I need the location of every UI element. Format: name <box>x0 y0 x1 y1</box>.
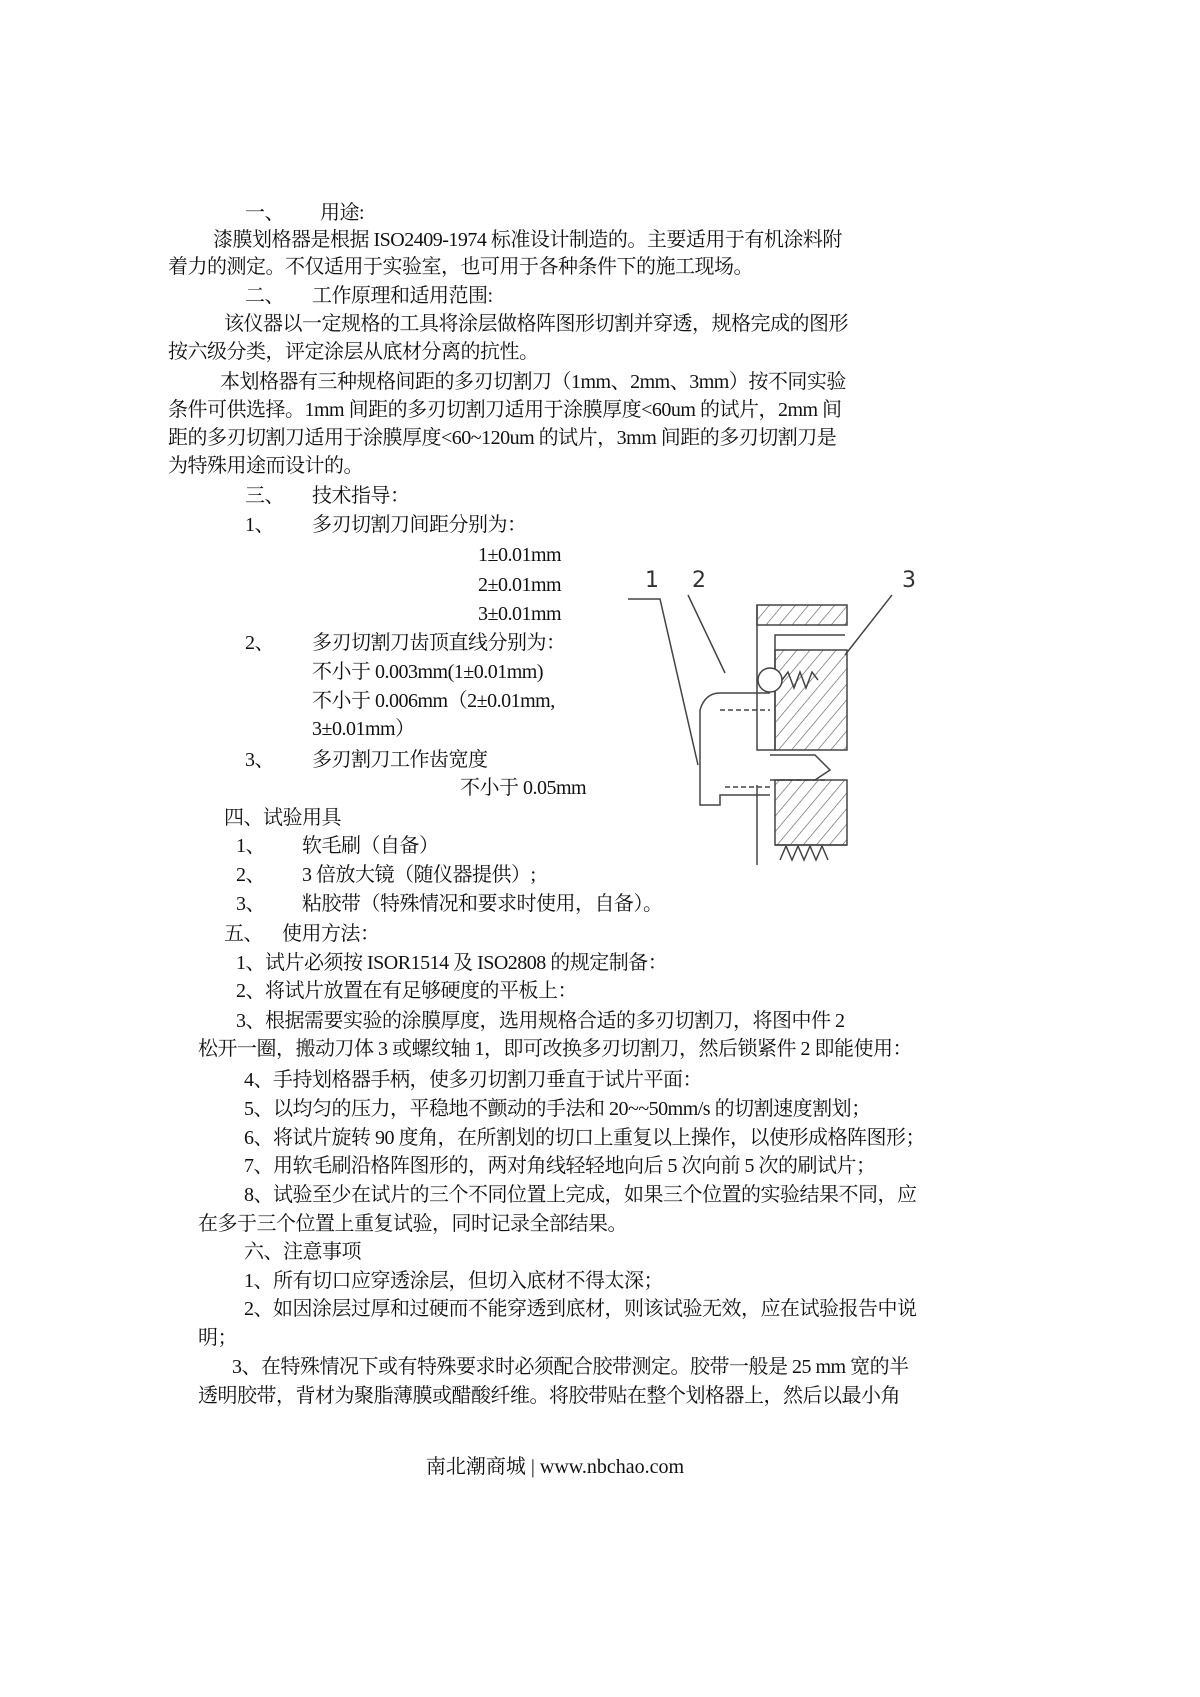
paragraph-line: 本划格器有三种规格间距的多刃切割刀（1mm、2mm、3mm）按不同实验 <box>220 371 846 393</box>
spec-value: 1±0.01mm <box>478 544 562 566</box>
item-text: 软毛刷（自备） <box>302 835 439 857</box>
paragraph-line: 该仪器以一定规格的工具将涂层做格阵图形切割并穿透，规格完成的图形 <box>224 313 848 335</box>
step-line: 3、根据需要实验的涂膜厚度，选用规格合适的多刃切割刀，将图中件 2 <box>236 1010 845 1032</box>
step-line: 1、试片必须按 ISOR1514 及 ISO2808 的规定制备： <box>236 952 668 974</box>
section-3-title: 技术指导： <box>312 485 410 507</box>
item-number: 3、 <box>245 749 274 771</box>
paragraph-line: 着力的测定。不仅适用于实验室，也可用于各种条件下的施工现场。 <box>168 256 753 278</box>
section-6-title: 六、注意事项 <box>244 1241 361 1263</box>
spec-value: 3±0.01mm） <box>312 718 415 740</box>
step-line: 5、以均匀的压力，平稳地不颤动的手法和 20~~50mm/s 的切割速度割划； <box>244 1098 871 1120</box>
diagram-label-3: 3 <box>902 568 916 593</box>
item-text: 多刃切割刀间距分别为： <box>312 514 527 536</box>
section-1-title: 用途: <box>320 202 365 224</box>
paragraph-line: 条件可供选择。1mm 间距的多刃切割刀适用于涂膜厚度<60um 的试片，2mm 间 <box>168 399 842 421</box>
paragraph-line: 按六级分类，评定涂层从底材分离的抗性。 <box>168 341 539 363</box>
step-line: 6、将试片旋转 90 度角，在所割划的切口上重复以上操作，以使形成格阵图形； <box>244 1127 925 1149</box>
item-text: 3 倍放大镜（随仪器提供）; <box>302 864 536 886</box>
item-text: 粘胶带（特殊情况和要求时使用，自备）。 <box>302 893 663 915</box>
section-3-number: 三、 <box>245 485 284 507</box>
item-number: 1、 <box>245 514 274 536</box>
section-5-number: 五、 <box>224 923 263 945</box>
section-2-number: 二、 <box>245 285 284 307</box>
spec-value: 不小于 0.006mm（2±0.01mm, <box>312 690 555 712</box>
step-line: 2、将试片放置在有足够硬度的平板上： <box>236 980 577 1002</box>
item-number: 1、 <box>236 835 265 857</box>
spec-value: 不小于 0.003mm(1±0.01mm) <box>312 661 544 683</box>
note-line: 1、所有切口应穿透涂层，但切入底材不得太深； <box>244 1270 663 1292</box>
section-2-title: 工作原理和适用范围: <box>312 285 493 307</box>
section-4-title: 四、试验用具 <box>224 807 341 829</box>
item-text: 多刃切割刀齿顶直线分别为： <box>312 632 566 654</box>
note-line: 3、在特殊情况下或有特殊要求时必须配合胶带测定。胶带一般是 25 mm 宽的半 <box>232 1356 909 1378</box>
diagram-label-1: 1 <box>645 568 659 593</box>
paragraph-line: 漆膜划格器是根据 ISO2409-1974 标准设计制造的。主要适用于有机涂料附 <box>213 229 842 251</box>
spec-value: 2±0.01mm <box>478 574 562 596</box>
step-line: 8、试验至少在试片的三个不同位置上完成，如果三个位置的实验结果不同，应 <box>244 1184 917 1206</box>
step-line: 松开一圈，搬动刀体 3 或螺纹轴 1，即可改换多刃切割刀，然后锁紧件 2 即能使用： <box>198 1038 912 1060</box>
step-line: 在多于三个位置上重复试验，同时记录全部结果。 <box>198 1213 627 1235</box>
section-5-title: 使用方法： <box>282 923 380 945</box>
step-line: 7、用软毛刷沿格阵图形的，两对角线轻轻地向后 5 次向前 5 次的刷试片； <box>244 1155 876 1177</box>
note-line: 2、如因涂层过厚和过硬而不能穿透到底材，则该试验无效，应在试验报告中说 <box>244 1298 917 1320</box>
item-number: 2、 <box>245 632 274 654</box>
item-text: 多刃割刀工作齿宽度 <box>312 749 488 771</box>
spec-value: 不小于 0.05mm <box>460 777 587 799</box>
diagram-label-2: 2 <box>692 568 706 593</box>
paragraph-line: 为特殊用途而设计的。 <box>168 455 363 477</box>
cross-cut-tool-diagram <box>620 565 950 875</box>
note-line: 透明胶带，背材为聚脂薄膜或醋酸纤维。将胶带贴在整个划格器上，然后以最小角 <box>198 1385 900 1407</box>
spec-value: 3±0.01mm <box>478 603 562 625</box>
step-line: 4、手持划格器手柄，使多刃切割刀垂直于试片平面： <box>244 1069 702 1091</box>
paragraph-line: 距的多刃切割刀适用于涂膜厚度<60~120um 的试片，3mm 间距的多刃切割刀是 <box>168 427 837 449</box>
item-number: 3、 <box>236 893 265 915</box>
note-line: 明； <box>198 1327 237 1349</box>
item-number: 2、 <box>236 864 265 886</box>
page-footer: 南北潮商城 | www.nbchao.com <box>425 1456 685 1478</box>
section-1-number: 一、 <box>245 202 284 224</box>
